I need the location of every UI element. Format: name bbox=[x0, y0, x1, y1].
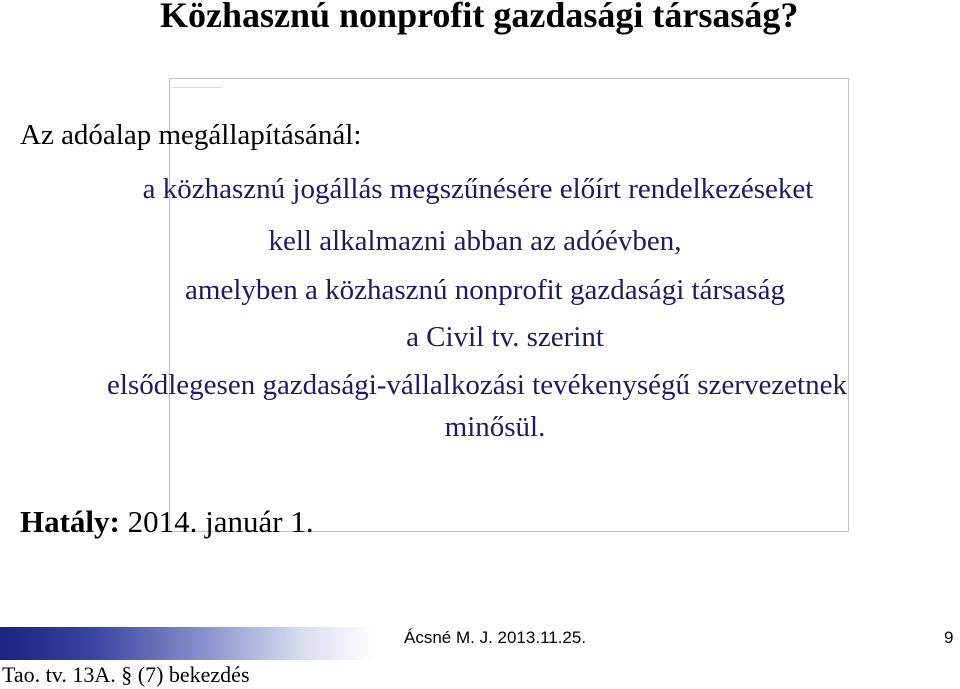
slide-title: Közhasznú nonprofit gazdasági társaság? bbox=[160, 0, 799, 35]
body-line-1: a közhasznú jogállás megszűnésére előírt rendelkezéseket bbox=[142, 173, 814, 205]
body-line-2: kell alkalmazni abban az adóévben, bbox=[268, 225, 682, 257]
effective-date-value: 2014. január 1. bbox=[127, 504, 314, 539]
intro-text: Az adóalap megállapításánál: bbox=[20, 119, 362, 151]
body-line-6: minősül. bbox=[444, 411, 546, 443]
footer-gradient-bar bbox=[0, 627, 375, 660]
legal-reference: Tao. tv. 13A. § (7) bekezdés bbox=[2, 662, 250, 687]
body-line-3: amelyben a közhasznú nonprofit gazdasági társaság bbox=[185, 274, 785, 306]
effective-date-label: Hatály: bbox=[20, 504, 120, 539]
embedded-frame-header bbox=[172, 80, 222, 88]
body-line-4: a Civil tv. szerint bbox=[406, 321, 604, 353]
page-number: 9 bbox=[944, 628, 954, 647]
body-line-5: elsődlegesen gazdasági-vállalkozási tevékenységű szervezetnek bbox=[107, 369, 847, 401]
footer-author-date: Ácsné M. J. 2013.11.25. bbox=[404, 628, 587, 647]
effective-date bbox=[20, 504, 314, 540]
